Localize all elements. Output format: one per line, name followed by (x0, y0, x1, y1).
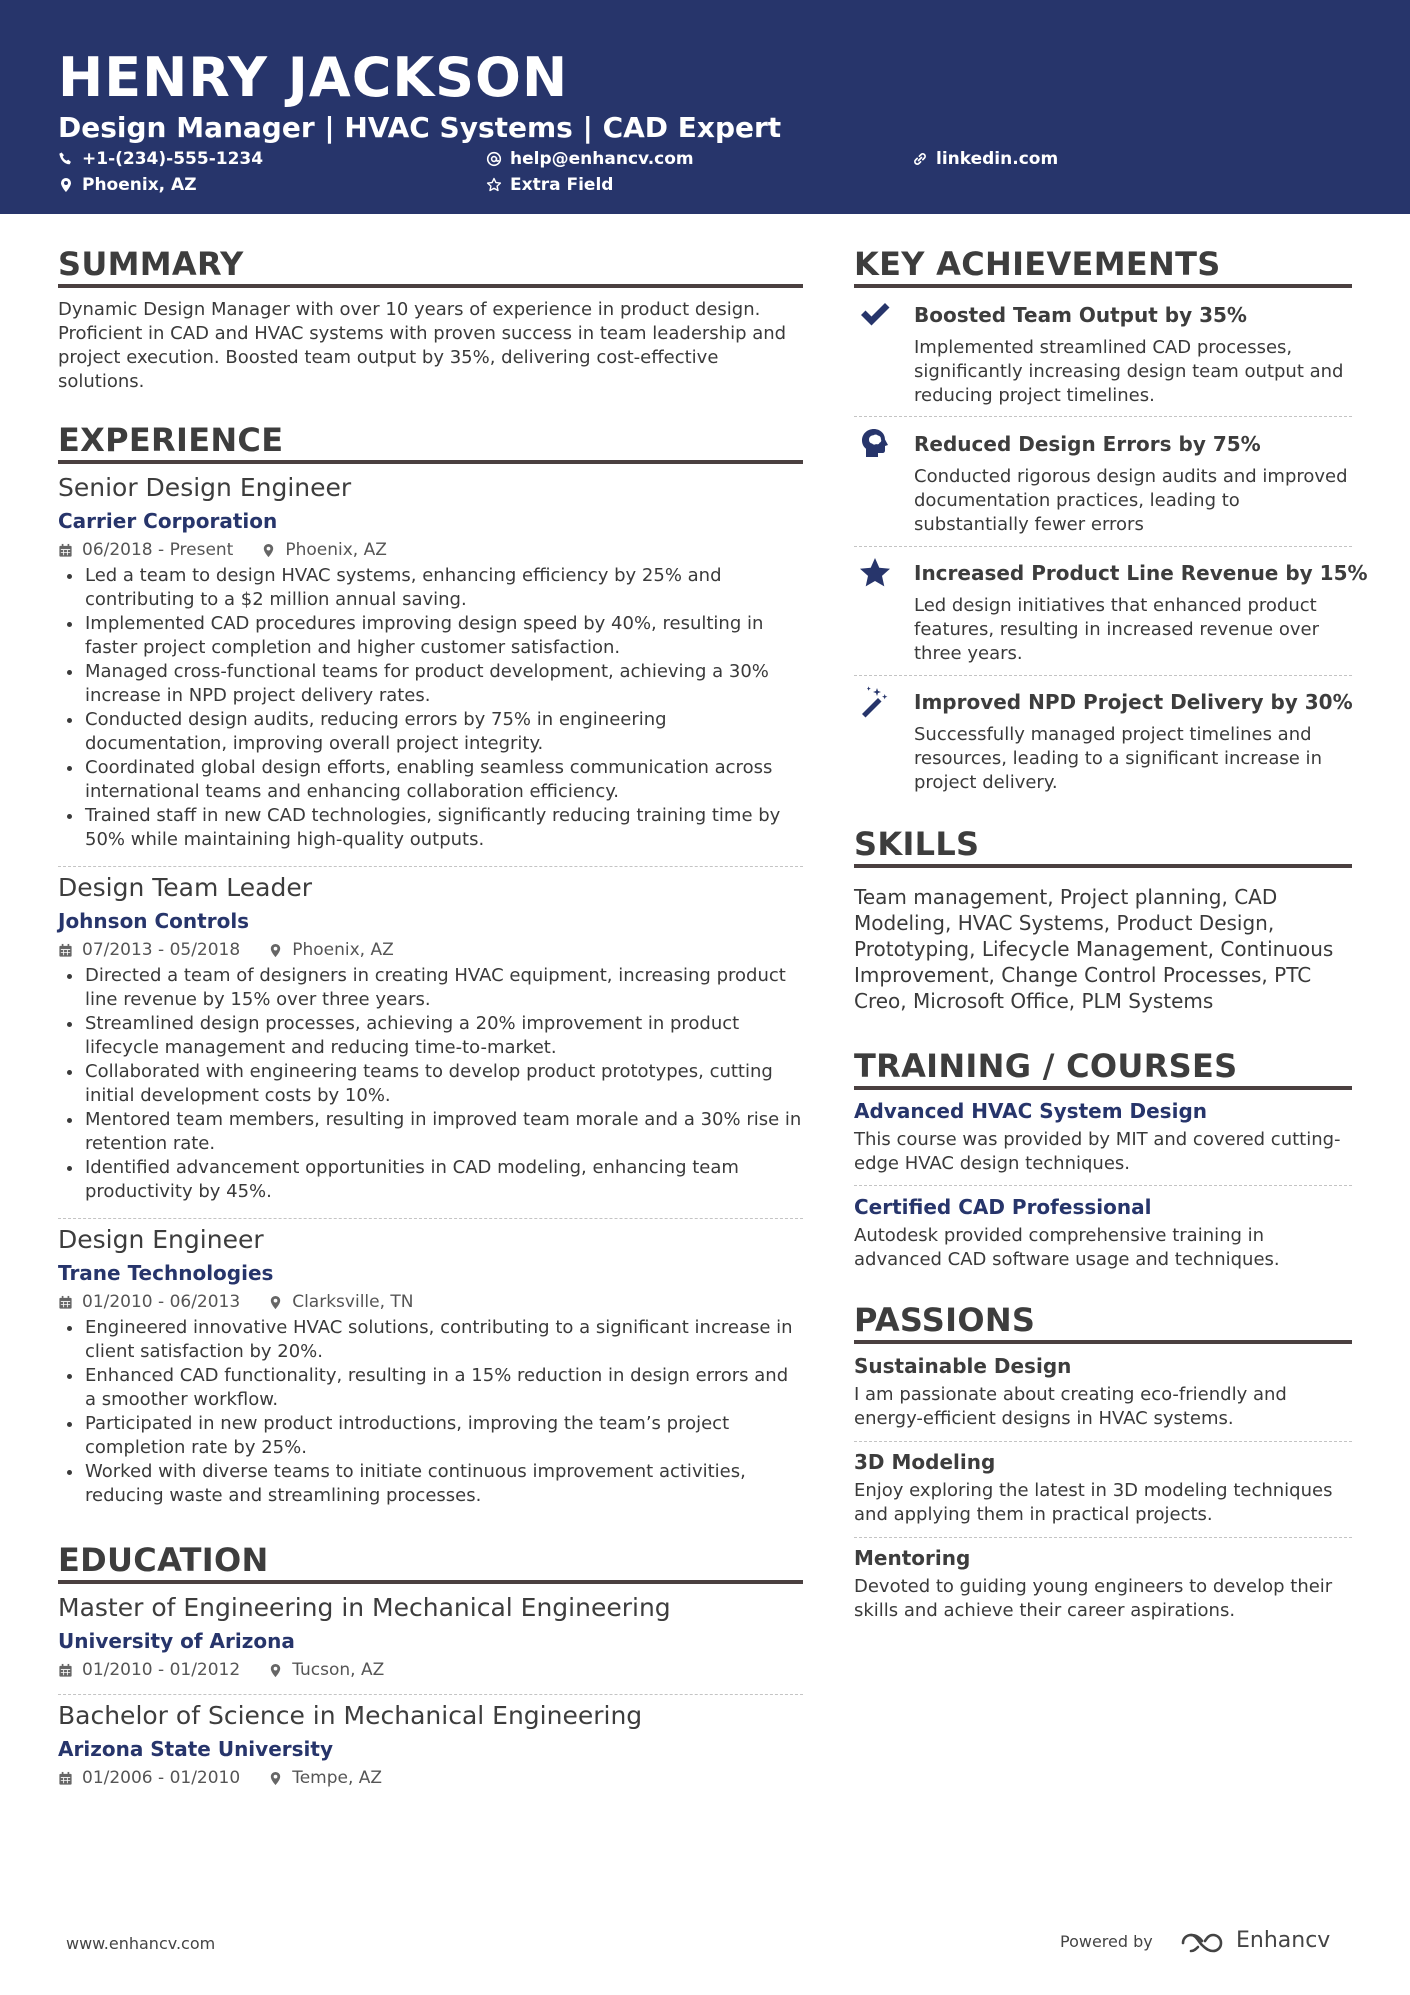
job-company: Johnson Controls (58, 909, 250, 933)
education-school: Arizona State University (58, 1737, 333, 1761)
course-title: Advanced HVAC System Design (854, 1099, 1207, 1123)
achievement-title: Boosted Team Output by 35% (914, 303, 1247, 327)
list-item: Worked with diverse teams to initiate continuous improvement activities, reducing waste and streamlining processes. (58, 1460, 803, 1508)
education-dates: 01/2010 - 01/2012 (82, 1660, 241, 1680)
contact-linkedin[interactable] (912, 148, 1058, 170)
passion-text: Devoted to guiding young engineers to develop their skills and achieve their career aspirations. (854, 1576, 1333, 1621)
achievement-text: Successfully managed project timelines and resources, leading to a significant increase in project delivery. (914, 724, 1322, 793)
calendar-icon (58, 1663, 73, 1678)
list-item: Trained staff in new CAD technologies, significantly reducing training time by 50% while maintaining high-quality outputs. (58, 804, 803, 852)
footer-brand[interactable]: Enhancv (1236, 1928, 1331, 1953)
resume-header (0, 0, 1410, 214)
list-item: Engineered innovative HVAC solutions, contributing to a significant increase in client satisfaction by 20%. (58, 1316, 803, 1364)
education-heading: EDUCATION (58, 1541, 269, 1579)
education-degree: Master of Engineering in Mechanical Engineering (58, 1593, 671, 1622)
divider (854, 1441, 1352, 1442)
contact-extra (486, 174, 613, 196)
education-meta (58, 1659, 803, 1681)
calendar-icon (58, 1295, 73, 1310)
achievement-text: Conducted rigorous design audits and improved documentation practices, leading to substantially fewer errors (914, 466, 1348, 535)
list-item: Identified advancement opportunities in CAD modeling, enhancing team productivity by 45%. (58, 1156, 803, 1204)
job-bullets (58, 964, 803, 1204)
link-icon (912, 151, 928, 167)
linkedin-text: linkedin.com (936, 149, 1059, 169)
list-item: Enhanced CAD functionality, resulting in a 15% reduction in design errors and a smoother workflow. (58, 1364, 803, 1412)
achievement-item (914, 302, 1354, 408)
calendar-icon (58, 543, 73, 558)
summary-rule (58, 284, 803, 288)
achievements-rule (854, 284, 1352, 288)
job-company: Carrier Corporation (58, 509, 278, 533)
at-icon (486, 151, 502, 167)
skills-heading: SKILLS (854, 825, 980, 863)
job-location: Phoenix, AZ (285, 540, 387, 560)
calendar-icon (58, 943, 73, 958)
course-item (854, 1194, 1352, 1272)
list-item: Streamlined design processes, achieving a 20% improvement in product lifecycle management and reducing time-to-market. (58, 1012, 803, 1060)
job-entry (58, 472, 803, 852)
experience-heading: EXPERIENCE (58, 421, 284, 459)
location-text: Phoenix, AZ (82, 175, 197, 195)
training-heading: TRAINING / COURSES (854, 1047, 1238, 1085)
list-item: Managed cross-functional teams for product development, achieving a 30% increase in NPD project delivery rates. (58, 660, 803, 708)
divider (854, 546, 1352, 547)
passion-text: Enjoy exploring the latest in 3D modeling techniques and applying them in practical projects. (854, 1480, 1333, 1525)
contact-phone[interactable] (58, 148, 263, 170)
divider (854, 416, 1352, 417)
candidate-title: Design Manager | HVAC Systems | CAD Expert (58, 111, 782, 144)
skills-rule (854, 864, 1352, 868)
job-dates: 01/2010 - 06/2013 (82, 1292, 241, 1312)
education-meta (58, 1767, 803, 1789)
checkmark-icon (858, 298, 892, 332)
passions-heading: PASSIONS (854, 1301, 1036, 1339)
job-role: Design Team Leader (58, 873, 313, 902)
calendar-icon (58, 1771, 73, 1786)
list-item: Conducted design audits, reducing errors by 75% in engineering documentation, improving overall project integrity. (58, 708, 803, 756)
summary-heading: SUMMARY (58, 245, 244, 283)
contact-location (58, 174, 197, 196)
job-company: Trane Technologies (58, 1261, 274, 1285)
extra-text: Extra Field (510, 175, 614, 195)
education-location: Tucson, AZ (292, 1660, 385, 1680)
achievements-heading: KEY ACHIEVEMENTS (854, 245, 1221, 283)
divider (854, 1185, 1352, 1186)
enhancv-logo-icon (1180, 1930, 1226, 1956)
job-bullets (58, 564, 803, 852)
list-item: Directed a team of designers in creating HVAC equipment, increasing product line revenue by 15% over three years. (58, 964, 803, 1012)
education-degree: Bachelor of Science in Mechanical Engineering (58, 1701, 643, 1730)
map-pin-icon (58, 177, 74, 193)
passion-title: Sustainable Design (854, 1354, 1072, 1378)
job-dates: 06/2018 - Present (82, 540, 234, 560)
map-pin-icon (261, 543, 276, 558)
education-entry (58, 1700, 803, 1789)
achievement-title: Increased Product Line Revenue by 15% (914, 561, 1368, 585)
contact-email[interactable] (486, 148, 694, 170)
course-text: Autodesk provided comprehensive training in advanced CAD software usage and techniques. (854, 1225, 1280, 1270)
training-rule (854, 1086, 1352, 1090)
achievement-item (914, 689, 1354, 795)
education-rule (58, 1580, 803, 1584)
magic-wand-icon (858, 684, 892, 718)
footer-website[interactable]: www.enhancv.com (66, 1934, 216, 1953)
job-entry (58, 1224, 803, 1508)
education-school: University of Arizona (58, 1629, 295, 1653)
list-item: Led a team to design HVAC systems, enhancing efficiency by 25% and contributing to a $2 million annual saving. (58, 564, 803, 612)
head-brain-icon (858, 426, 892, 460)
summary-text: Dynamic Design Manager with over 10 years of experience in product design. Proficient in CAD and HVAC systems with proven success in team leadership and project execution. Boosted team output by 35%, delivering cost-effective solutions. (58, 299, 787, 392)
achievement-text: Led design initiatives that enhanced product features, resulting in increased revenue over three years. (914, 595, 1319, 664)
job-role: Design Engineer (58, 1225, 264, 1254)
job-dates: 07/2013 - 05/2018 (82, 940, 241, 960)
job-entry (58, 872, 803, 1204)
education-location: Tempe, AZ (292, 1768, 383, 1788)
passion-title: 3D Modeling (854, 1450, 996, 1474)
job-meta (58, 939, 803, 961)
list-item: Coordinated global design efforts, enabling seamless communication across international teams and enhancing collaboration efficiency. (58, 756, 803, 804)
skills-text: Team management, Project planning, CAD Modeling, HVAC Systems, Product Design, Prototyping, Lifecycle Management, Continuous Improvement, Change Control Processes, PTC Creo, Microsoft Office, PLM Systems (854, 885, 1334, 1013)
course-text: This course was provided by MIT and covered cutting-edge HVAC design techniques. (854, 1129, 1341, 1174)
map-pin-icon (268, 1771, 283, 1786)
list-item: Collaborated with engineering teams to develop product prototypes, cutting initial development costs by 10%. (58, 1060, 803, 1108)
experience-rule (58, 460, 803, 464)
achievement-title: Improved NPD Project Delivery by 30% (914, 690, 1353, 714)
passion-item (854, 1449, 1352, 1527)
star-outline-icon (486, 177, 502, 193)
divider (854, 675, 1352, 676)
job-location: Clarksville, TN (292, 1292, 414, 1312)
divider (58, 866, 803, 867)
divider (58, 1694, 803, 1695)
list-item: Implemented CAD procedures improving design speed by 40%, resulting in faster project completion and higher customer satisfaction. (58, 612, 803, 660)
divider (58, 1218, 803, 1219)
phone-icon (58, 151, 74, 167)
course-title: Certified CAD Professional (854, 1195, 1152, 1219)
job-role: Senior Design Engineer (58, 473, 352, 502)
list-item: Participated in new product introductions, improving the team’s project completion rate by 25%. (58, 1412, 803, 1460)
passion-title: Mentoring (854, 1546, 971, 1570)
achievement-text: Implemented streamlined CAD processes, significantly increasing design team output and reducing project timelines. (914, 337, 1344, 406)
job-meta (58, 539, 803, 561)
job-location: Phoenix, AZ (292, 940, 394, 960)
job-meta (58, 1291, 803, 1313)
education-dates: 01/2006 - 01/2010 (82, 1768, 241, 1788)
achievement-title: Reduced Design Errors by 75% (914, 432, 1261, 456)
course-item (854, 1098, 1352, 1176)
achievement-item (914, 560, 1368, 666)
job-bullets (58, 1316, 803, 1508)
map-pin-icon (268, 1295, 283, 1310)
passions-rule (854, 1340, 1352, 1344)
passion-item (854, 1353, 1352, 1431)
achievement-item (914, 431, 1354, 537)
passion-text: I am passionate about creating eco-friendly and energy-efficient designs in HVAC systems. (854, 1384, 1287, 1429)
passion-item (854, 1545, 1352, 1623)
star-icon (858, 556, 892, 590)
email-text: help@enhancv.com (510, 149, 694, 169)
map-pin-icon (268, 943, 283, 958)
map-pin-icon (268, 1663, 283, 1678)
candidate-name: HENRY JACKSON (58, 46, 569, 109)
education-entry (58, 1592, 803, 1681)
footer-powered-by: Powered by (1060, 1932, 1153, 1951)
divider (854, 1537, 1352, 1538)
list-item: Mentored team members, resulting in improved team morale and a 30% rise in retention rate. (58, 1108, 803, 1156)
phone-text: +1-(234)-555-1234 (82, 149, 264, 169)
